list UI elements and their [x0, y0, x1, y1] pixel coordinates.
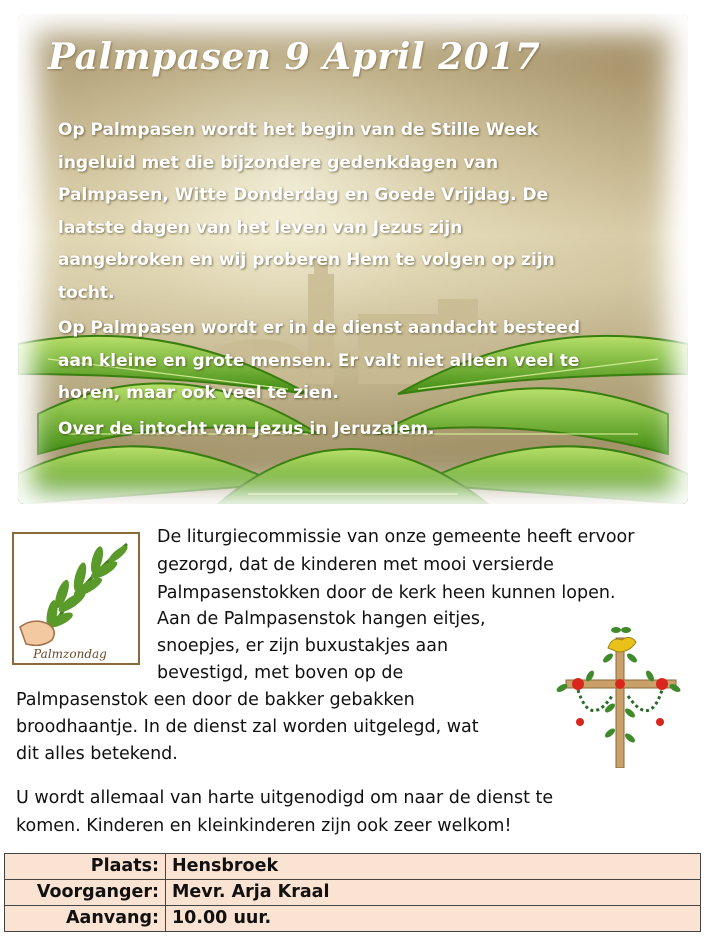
body-line: broodhaantje. In de dienst zal worden uitgelegd, wat [16, 717, 479, 737]
body-line: De liturgiecommissie van onze gemeente heeft ervoor [157, 527, 635, 547]
table-row [5, 906, 701, 932]
body-line: snoepjes, er zijn buxustakjes aan [157, 636, 449, 656]
minister-value: Mevr. Arja Kraal [166, 880, 701, 906]
header-banner [18, 14, 688, 504]
intro-paragraph-2: Op Palmpasen wordt er in de dienst aandacht besteed aan kleine en grote mensen. Er valt niet alleen veel te horen, maar ook veel te zien. [58, 318, 581, 403]
intro-paragraph-3: Over de intocht van Jezus in Jeruzalem. [58, 418, 435, 439]
minister-label: Voorganger: [5, 880, 166, 906]
body-line: Aan de Palmpasenstok hangen eitjes, [157, 609, 486, 629]
body-line: dit alles betekend. [16, 744, 178, 764]
intro-paragraph-1: Op Palmpasen wordt het begin van de Stille Week ingeluid met die bijzondere gedenkdagen van Palmpasen, Witte Donderdag en Goede Vrijdag. De laatste dagen van het leven van Jezus zijn aangebroken en wij proberen Hem te volgen op zijn tocht. [58, 120, 555, 303]
banner-intro [58, 114, 658, 448]
body-line: Palmpasenstok een door de bakker gebakken [16, 690, 415, 710]
place-label: Plaats: [5, 854, 166, 880]
table-row [5, 854, 701, 880]
table-row [5, 880, 701, 906]
body-line: bevestigd, met boven op de [157, 663, 404, 683]
body-line: gezorgd, dat de kinderen met mooi versierde [157, 555, 554, 575]
palmpasenstok-image [550, 618, 692, 768]
invitation-line: U wordt allemaal van harte uitgenodigd om naar de dienst te [16, 788, 554, 808]
invitation-line: komen. Kinderen en kleinkinderen zijn ook zeer welkom! [16, 816, 512, 836]
start-time-label: Aanvang: [5, 906, 166, 932]
palmzondag-caption: Palmzondag [33, 647, 107, 661]
start-time-value: 10.00 uur. [166, 906, 701, 932]
service-info-table [4, 853, 701, 932]
place-value: Hensbroek [166, 854, 701, 880]
body-line: Palmpasenstokken door de kerk heen kunnen lopen. [157, 583, 616, 603]
page-title: Palmpasen 9 April 2017 [48, 36, 541, 78]
palmzondag-logo [12, 532, 140, 665]
